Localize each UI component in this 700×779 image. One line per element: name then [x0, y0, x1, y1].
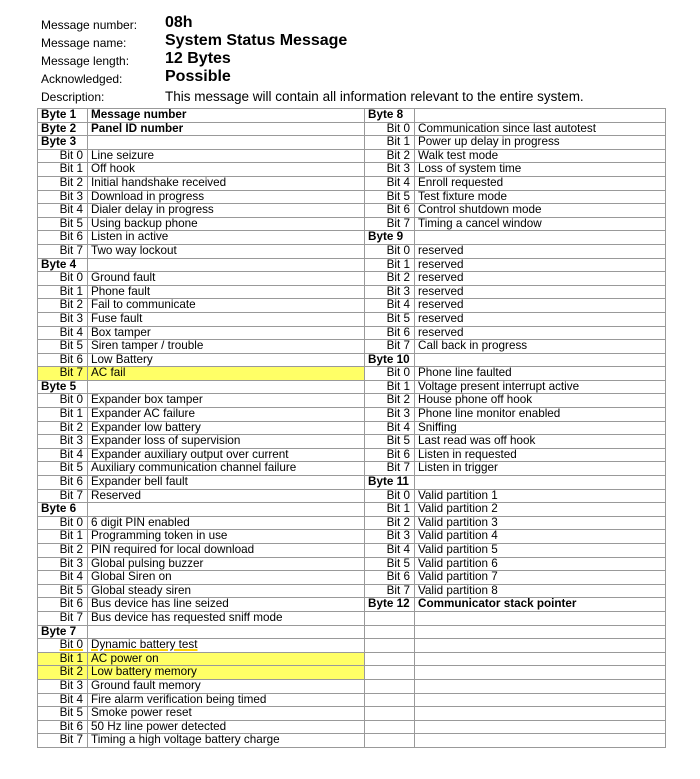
byte-label: Byte 8 [365, 109, 415, 123]
table-row [38, 448, 666, 462]
table-row [38, 557, 666, 571]
empty-cell [365, 639, 415, 653]
table-row [38, 693, 666, 707]
bit-description: Timing a high voltage battery charge [88, 734, 365, 748]
bit-label: Bit 4 [38, 448, 88, 462]
bit-label: Bit 3 [365, 163, 415, 177]
table-row [38, 394, 666, 408]
empty-cell [415, 707, 666, 721]
bit-description: Smoke power reset [88, 707, 365, 721]
message-number-label: Message number: [41, 18, 138, 32]
bit-label: Bit 5 [365, 312, 415, 326]
table-row [38, 462, 666, 476]
bit-label: Bit 5 [38, 217, 88, 231]
message-length-row [41, 50, 681, 72]
bit-description: Bus device has line seized [88, 598, 365, 612]
bit-description: Phone line faulted [415, 367, 666, 381]
bit-label: Bit 5 [38, 707, 88, 721]
byte-description: Message number [88, 109, 365, 123]
bit-description: Two way lockout [88, 244, 365, 258]
bit-description: Control shutdown mode [415, 204, 666, 218]
bit-description: 50 Hz line power detected [88, 720, 365, 734]
bit-label: Bit 3 [38, 190, 88, 204]
empty-cell [415, 734, 666, 748]
empty-cell [415, 652, 666, 666]
bit-label: Bit 6 [365, 204, 415, 218]
bit-description: Initial handshake received [88, 176, 365, 190]
bit-description: Valid partition 5 [415, 544, 666, 558]
table-row [38, 571, 666, 585]
bit-description: Box tamper [88, 326, 365, 340]
empty-cell [365, 611, 415, 625]
bit-label: Bit 1 [38, 163, 88, 177]
table-row [38, 611, 666, 625]
bit-label: Bit 3 [38, 679, 88, 693]
bit-label: Bit 7 [38, 734, 88, 748]
byte-label: Byte 11 [365, 476, 415, 490]
bit-description: Download in progress [88, 190, 365, 204]
bit-label: Bit 3 [38, 312, 88, 326]
bit-description: Expander low battery [88, 421, 365, 435]
bit-description: Phone line monitor enabled [415, 408, 666, 422]
bit-description: Timing a cancel window [415, 217, 666, 231]
table-row [38, 530, 666, 544]
table-row [38, 326, 666, 340]
bit-description: Ground fault memory [88, 679, 365, 693]
bit-description: Test fixture mode [415, 190, 666, 204]
bit-description: Power up delay in progress [415, 136, 666, 150]
bit-label: Bit 6 [365, 571, 415, 585]
empty-cell [365, 720, 415, 734]
byte-label: Byte 4 [38, 258, 88, 272]
bit-description: Valid partition 6 [415, 557, 666, 571]
bit-label: Bit 3 [38, 557, 88, 571]
bit-label: Bit 4 [38, 204, 88, 218]
empty-cell [365, 679, 415, 693]
bit-label: Bit 6 [38, 476, 88, 490]
bit-description: Fire alarm verification being timed [88, 693, 365, 707]
table-row [38, 285, 666, 299]
table-row [38, 489, 666, 503]
table-row [38, 176, 666, 190]
bit-description: Programming token in use [88, 530, 365, 544]
bit-label: Bit 0 [38, 149, 88, 163]
bit-label: Bit 0 [38, 272, 88, 286]
bit-description: Phone fault [88, 285, 365, 299]
bit-label: Bit 5 [365, 557, 415, 571]
bit-description: Enroll requested [415, 176, 666, 190]
table-row [38, 149, 666, 163]
message-length-label: Message length: [41, 54, 130, 68]
bit-description: Valid partition 2 [415, 503, 666, 517]
bit-description: Call back in progress [415, 340, 666, 354]
empty-cell [415, 666, 666, 680]
bit-label: Bit 1 [38, 652, 88, 666]
byte-description [415, 476, 666, 490]
bit-label: Bit 0 [38, 639, 88, 653]
empty-cell [415, 625, 666, 639]
table-row [38, 679, 666, 693]
table-row [38, 503, 666, 517]
bit-label: Bit 3 [38, 435, 88, 449]
bit-label: Bit 0 [365, 122, 415, 136]
bit-description: 6 digit PIN enabled [88, 516, 365, 530]
empty-cell [365, 666, 415, 680]
table-row [38, 408, 666, 422]
table-row [38, 136, 666, 150]
bit-description: Dynamic battery test [88, 639, 365, 653]
empty-cell [415, 611, 666, 625]
bit-description: Global pulsing buzzer [88, 557, 365, 571]
bit-description: Valid partition 8 [415, 584, 666, 598]
bit-label: Bit 6 [38, 353, 88, 367]
bit-label: Bit 0 [38, 394, 88, 408]
bit-description: Line seizure [88, 149, 365, 163]
byte-description [88, 503, 365, 517]
bit-description: Listen in requested [415, 448, 666, 462]
bit-label: Bit 2 [38, 299, 88, 313]
bit-description: Valid partition 1 [415, 489, 666, 503]
bit-description: Valid partition 4 [415, 530, 666, 544]
bit-label: Bit 1 [365, 380, 415, 394]
bit-label: Bit 0 [365, 367, 415, 381]
table-row [38, 109, 666, 123]
bit-description: Off hook [88, 163, 365, 177]
bit-description: Expander AC failure [88, 408, 365, 422]
byte-description [88, 380, 365, 394]
bit-description: Expander bell fault [88, 476, 365, 490]
bit-label: Bit 2 [365, 149, 415, 163]
message-number-value: 08h [165, 14, 193, 31]
table-row [38, 625, 666, 639]
bit-label: Bit 1 [365, 503, 415, 517]
bit-label: Bit 6 [365, 448, 415, 462]
table-row [38, 707, 666, 721]
bit-label: Bit 5 [365, 435, 415, 449]
bit-description: Low battery memory [88, 666, 365, 680]
bit-description: Expander loss of supervision [88, 435, 365, 449]
bit-label: Bit 4 [365, 176, 415, 190]
table-row [38, 476, 666, 490]
bit-description: Using backup phone [88, 217, 365, 231]
table-row [38, 584, 666, 598]
table-row [38, 666, 666, 680]
empty-cell [415, 693, 666, 707]
bit-label: Bit 4 [38, 693, 88, 707]
acknowledged-label: Acknowledged: [41, 72, 123, 86]
byte-label: Byte 3 [38, 136, 88, 150]
bit-label: Bit 7 [38, 244, 88, 258]
bit-label: Bit 7 [38, 611, 88, 625]
byte-description [415, 231, 666, 245]
bit-label: Bit 4 [365, 544, 415, 558]
bit-description: reserved [415, 272, 666, 286]
bit-description: Expander auxiliary output over current [88, 448, 365, 462]
byte-description [415, 109, 666, 123]
byte-label: Byte 5 [38, 380, 88, 394]
bit-description: House phone off hook [415, 394, 666, 408]
byte-description: Panel ID number [88, 122, 365, 136]
byte-description [88, 625, 365, 639]
bit-description: Sniffing [415, 421, 666, 435]
table-row [38, 734, 666, 748]
bit-label: Bit 2 [365, 394, 415, 408]
bit-label: Bit 5 [38, 584, 88, 598]
byte-label: Byte 9 [365, 231, 415, 245]
bit-label: Bit 6 [38, 598, 88, 612]
bit-label: Bit 2 [38, 176, 88, 190]
bit-label: Bit 4 [38, 571, 88, 585]
bit-label: Bit 1 [38, 285, 88, 299]
message-name-label: Message name: [41, 36, 127, 50]
bit-description: Valid partition 3 [415, 516, 666, 530]
table-row [38, 380, 666, 394]
bit-label: Bit 4 [38, 326, 88, 340]
empty-cell [365, 707, 415, 721]
bit-description: Communication since last autotest [415, 122, 666, 136]
bit-label: Bit 0 [365, 489, 415, 503]
empty-cell [365, 652, 415, 666]
bit-label: Bit 7 [38, 489, 88, 503]
bit-label: Bit 4 [365, 299, 415, 313]
table-row [38, 652, 666, 666]
bit-description: PIN required for local download [88, 544, 365, 558]
message-length-value: 12 Bytes [165, 50, 231, 67]
bit-description: Last read was off hook [415, 435, 666, 449]
bit-description: Dialer delay in progress [88, 204, 365, 218]
bit-description: Expander box tamper [88, 394, 365, 408]
table-row [38, 720, 666, 734]
bit-label: Bit 2 [365, 516, 415, 530]
status-bit-table [37, 108, 666, 748]
bit-label: Bit 1 [365, 258, 415, 272]
bit-description: Loss of system time [415, 163, 666, 177]
empty-cell [365, 734, 415, 748]
bit-description: Listen in active [88, 231, 365, 245]
table-row [38, 272, 666, 286]
bit-description: Global steady siren [88, 584, 365, 598]
bit-label: Bit 6 [38, 231, 88, 245]
table-row [38, 217, 666, 231]
description-row [41, 90, 681, 108]
table-row [38, 340, 666, 354]
bit-description: Ground fault [88, 272, 365, 286]
acknowledged-row [41, 68, 681, 90]
description-label: Description: [41, 90, 105, 104]
bit-label: Bit 5 [38, 340, 88, 354]
bit-description: Fail to communicate [88, 299, 365, 313]
empty-cell [415, 679, 666, 693]
bit-description: Listen in trigger [415, 462, 666, 476]
table-row [38, 435, 666, 449]
bit-description: Low Battery [88, 353, 365, 367]
table-row [38, 244, 666, 258]
bit-label: Bit 7 [365, 340, 415, 354]
bit-label: Bit 7 [38, 367, 88, 381]
bit-description: reserved [415, 326, 666, 340]
description-value: This message will contain all information relevant to the entire system. [165, 89, 584, 104]
bit-label: Bit 6 [38, 720, 88, 734]
message-header [41, 14, 681, 108]
table-row [38, 312, 666, 326]
byte-label: Byte 12 [365, 598, 415, 612]
status-bit-table-body [38, 109, 666, 748]
bit-description: reserved [415, 244, 666, 258]
bit-label: Bit 1 [38, 530, 88, 544]
bit-description: reserved [415, 258, 666, 272]
table-row [38, 258, 666, 272]
bit-label: Bit 7 [365, 462, 415, 476]
bit-label: Bit 5 [38, 462, 88, 476]
table-row [38, 544, 666, 558]
table-row [38, 299, 666, 313]
byte-description [415, 353, 666, 367]
bit-description: Bus device has requested sniff mode [88, 611, 365, 625]
message-name-row [41, 32, 681, 54]
table-row [38, 516, 666, 530]
bit-description: reserved [415, 299, 666, 313]
bit-description: Fuse fault [88, 312, 365, 326]
table-row [38, 639, 666, 653]
table-row [38, 421, 666, 435]
bit-label: Bit 4 [365, 421, 415, 435]
byte-description [88, 258, 365, 272]
bit-description: reserved [415, 285, 666, 299]
bit-label: Bit 2 [365, 272, 415, 286]
bit-label: Bit 2 [38, 421, 88, 435]
bit-label: Bit 7 [365, 217, 415, 231]
table-row [38, 204, 666, 218]
byte-label: Byte 10 [365, 353, 415, 367]
bit-label: Bit 3 [365, 408, 415, 422]
bit-description: Valid partition 7 [415, 571, 666, 585]
bit-description: Walk test mode [415, 149, 666, 163]
bit-label: Bit 1 [365, 136, 415, 150]
byte-label: Byte 7 [38, 625, 88, 639]
bit-label: Bit 3 [365, 285, 415, 299]
bit-description: reserved [415, 312, 666, 326]
message-number-row [41, 14, 681, 36]
bit-description: Auxiliary communication channel failure [88, 462, 365, 476]
table-row [38, 122, 666, 136]
bit-label: Bit 1 [38, 408, 88, 422]
bit-label: Bit 2 [38, 544, 88, 558]
table-row [38, 231, 666, 245]
bit-description: AC power on [88, 652, 365, 666]
table-row [38, 367, 666, 381]
table-row [38, 598, 666, 612]
bit-description: AC fail [88, 367, 365, 381]
bit-description: Global Siren on [88, 571, 365, 585]
bit-label: Bit 6 [365, 326, 415, 340]
bit-label: Bit 0 [38, 516, 88, 530]
byte-label: Byte 2 [38, 122, 88, 136]
byte-description [88, 136, 365, 150]
empty-cell [365, 625, 415, 639]
byte-description: Communicator stack pointer [415, 598, 666, 612]
empty-cell [415, 720, 666, 734]
table-row [38, 163, 666, 177]
empty-cell [365, 693, 415, 707]
message-name-value: System Status Message [165, 32, 348, 49]
bit-description: Reserved [88, 489, 365, 503]
empty-cell [415, 639, 666, 653]
bit-label: Bit 0 [365, 244, 415, 258]
byte-label: Byte 1 [38, 109, 88, 123]
acknowledged-value: Possible [165, 68, 231, 85]
table-row [38, 353, 666, 367]
bit-description: Voltage present interrupt active [415, 380, 666, 394]
bit-label: Bit 5 [365, 190, 415, 204]
table-row [38, 190, 666, 204]
byte-label: Byte 6 [38, 503, 88, 517]
bit-label: Bit 7 [365, 584, 415, 598]
bit-label: Bit 3 [365, 530, 415, 544]
bit-label: Bit 2 [38, 666, 88, 680]
bit-description: Siren tamper / trouble [88, 340, 365, 354]
